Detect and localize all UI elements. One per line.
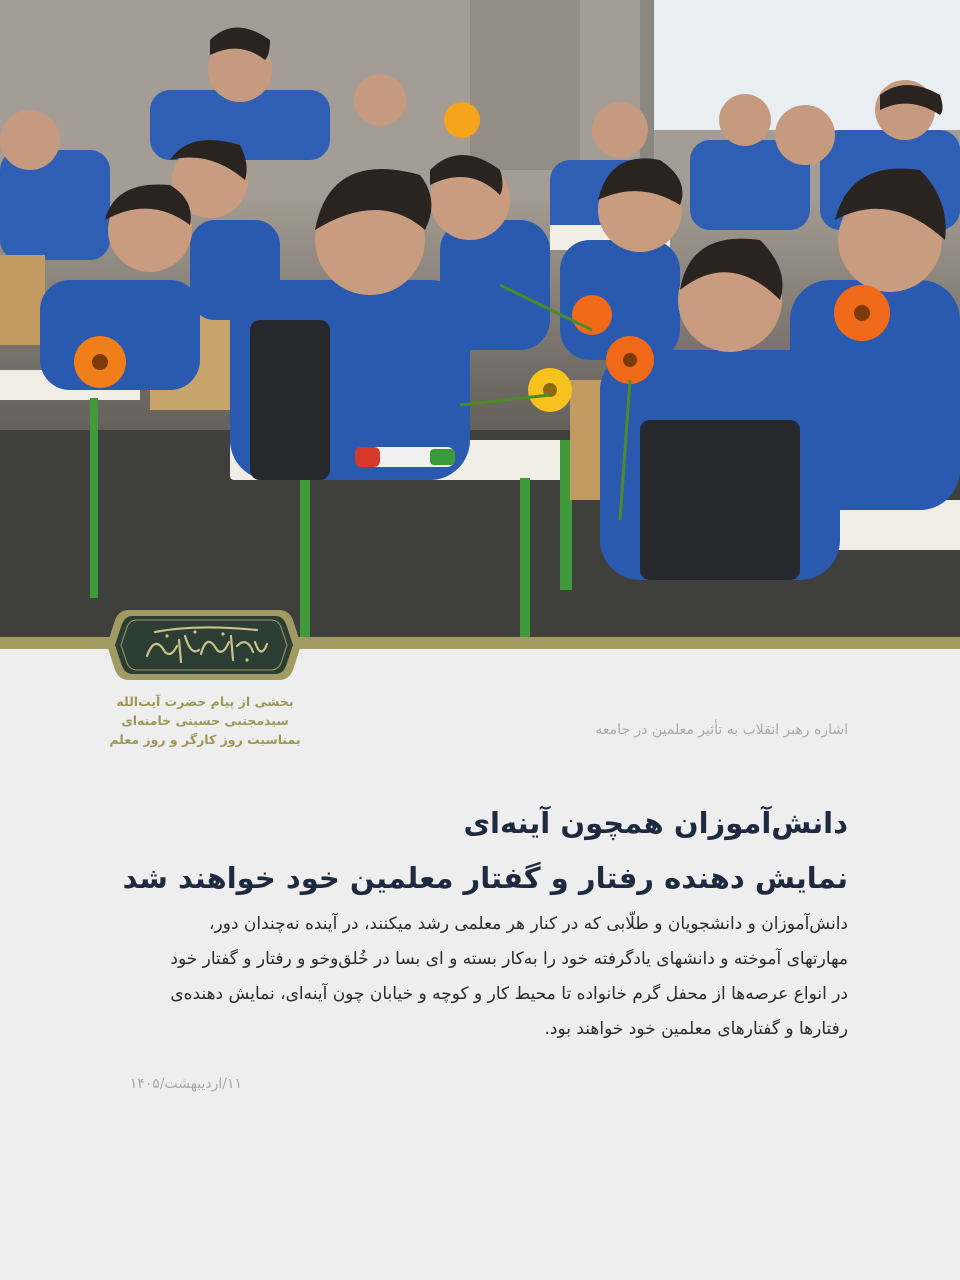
body-line-2: مهارتهای آموخته و دانشهای یادگرفته خود را به‌کار بسته و ای بسا در خُلق‌وخو و رفتار و گفتار خود	[170, 949, 848, 969]
article-body	[112, 907, 848, 1047]
headline-line-1: دانش‌آموزان همچون آینه‌ای	[463, 806, 848, 840]
article-headline	[88, 796, 848, 906]
caption-line-2: سیدمجتبی حسینی خامنه‌ای	[121, 713, 289, 728]
classroom-photo	[0, 0, 960, 637]
body-line-4: رفتارها و گفتارهای معلمین خود خواهند بود.	[544, 1019, 848, 1039]
body-line-1: دانش‌آموزان و دانشجویان و طلّابی که در کنار هر معلمی رشد میکنند، در آینده نه‌چندان دور،	[209, 914, 848, 934]
publish-date: ۱۱/اردیبهشت/۱۴۰۵	[129, 1076, 242, 1092]
signature-seal-logo	[107, 606, 301, 684]
caption-line-3: بمناسبت روز کارگر و روز معلم	[109, 732, 301, 747]
headline-line-2: نمایش دهنده رفتار و گفتار معلمین خود خواهند شد	[122, 861, 848, 895]
message-caption	[100, 692, 310, 749]
body-line-3: در انواع عرصه‌ها از محفل گرم خانواده تا محیط کار و کوچه و خیابان چون آینه‌ای، نمایش دهنده‌ی	[170, 984, 848, 1004]
article-subtitle: اشاره رهبر انقلاب به تأثیر معلمین در جامعه	[595, 722, 848, 738]
caption-line-1: بخشی از پیام حضرت آیت‌الله	[116, 694, 294, 709]
